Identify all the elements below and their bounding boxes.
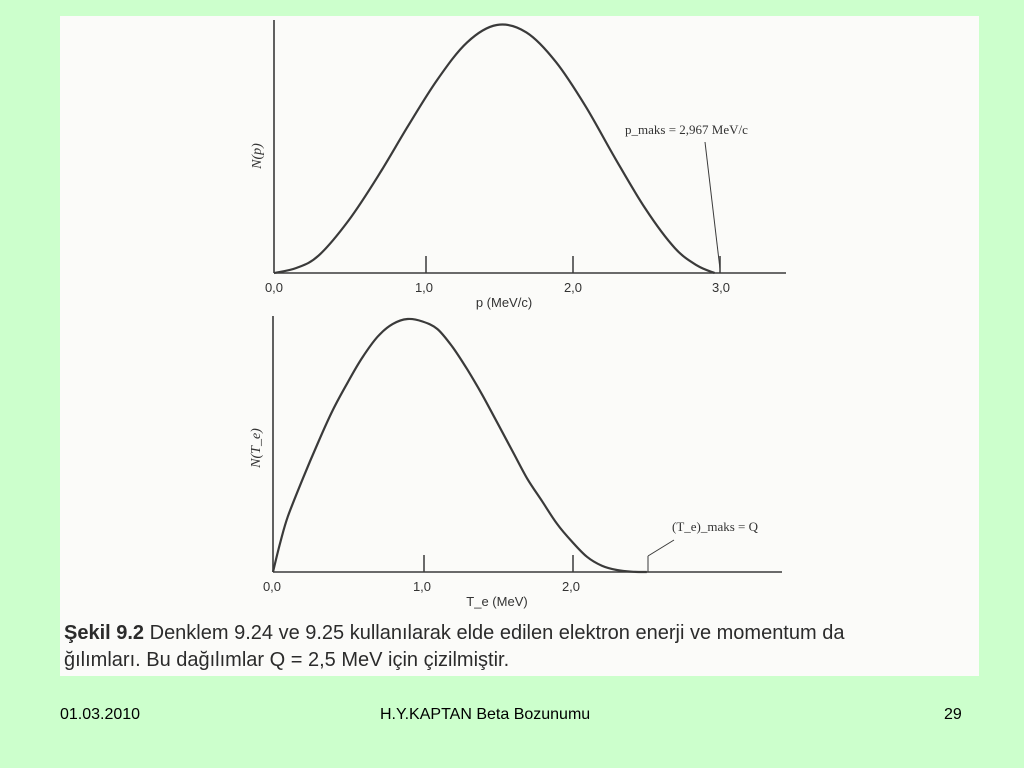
- energy-chart: [249, 316, 782, 609]
- annotation-label: p_maks = 2,967 MeV/c: [625, 122, 748, 137]
- x-axis-label: p (MeV/c): [475, 295, 533, 310]
- caption-line-2: ğılımları. Bu dağılımlar Q = 2,5 MeV için çizilmiştir.: [64, 649, 510, 671]
- chart-area: [60, 16, 979, 631]
- momentum-chart: [250, 20, 786, 310]
- caption-text: Denklem 9.24 ve 9.25 kullanılarak elde edilen elektron enerji ve momentum da: [144, 622, 845, 644]
- y-axis-label: N(p): [250, 143, 265, 169]
- annotation-leader: [648, 540, 674, 556]
- x-tick-label: 1,0: [412, 579, 432, 594]
- x-tick-label: 3,0: [711, 280, 731, 295]
- x-tick-label: 1,0: [414, 280, 434, 295]
- energy-spectrum-curve: [273, 319, 647, 572]
- footer-date: 01.03.2010: [60, 706, 141, 723]
- x-tick-label: 0,0: [264, 280, 284, 295]
- momentum-spectrum-curve: [274, 25, 715, 273]
- page-number: 29: [944, 706, 962, 723]
- x-tick-label: 0,0: [262, 579, 282, 594]
- scanned-figure: [60, 16, 979, 676]
- caption-line-1: [64, 620, 976, 647]
- x-tick-label: 2,0: [561, 579, 581, 594]
- y-axis-label: N(T_e): [249, 428, 264, 468]
- x-axis-label: T_e (MeV): [466, 594, 528, 609]
- annotation-label: (T_e)_maks = Q: [672, 519, 759, 534]
- x-tick-label: 2,0: [563, 280, 583, 295]
- annotation-leader: [705, 142, 720, 269]
- footer-title: H.Y.KAPTAN Beta Bozunumu: [380, 706, 591, 723]
- caption-figure-number: Şekil 9.2: [64, 622, 145, 644]
- figure-caption: [64, 620, 976, 674]
